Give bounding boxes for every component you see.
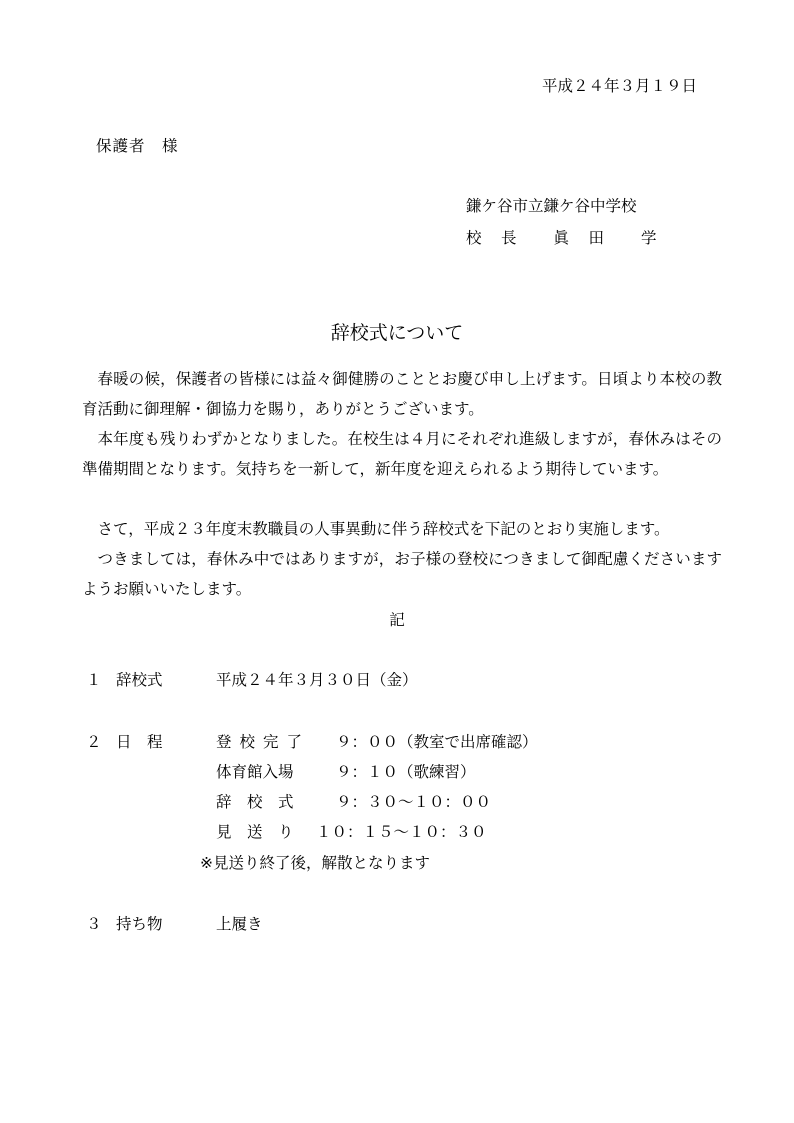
item-label-belongings: 持ち物 [116, 915, 163, 933]
body-paragraph-request: つきましては，春休み中ではありますが，お子様の登校につきまして御配慮くださいますようお願いいたします。 [82, 550, 722, 598]
item-value-ceremony-date: 平成２４年３月３０日（金） [216, 671, 418, 689]
schedule-time: ９：００（教室で出席確認） [336, 733, 538, 751]
item-number: ３ [86, 915, 102, 933]
item-value-belongings: 上履き [216, 915, 263, 933]
document-title: 辞校式について [330, 322, 464, 344]
schedule-event: 体育館入場 [216, 763, 294, 781]
schedule-event: 登校完了 [216, 733, 311, 751]
item-label-schedule: 日 程 [116, 733, 163, 751]
body-paragraph-year-end: 本年度も残りわずかとなりました。在校生は４月にそれぞれ進級しますが，春休みはその準備期間となります。気持ちを一新して，新年度を迎えられるよう期待しています。 [82, 430, 722, 478]
item-number: ２ [86, 733, 102, 751]
schedule-event: 見 送 り [216, 823, 294, 841]
sender-school: 鎌ケ谷市立鎌ケ谷中学校 [466, 197, 637, 215]
schedule-time: ９：３０～１０：００ [336, 793, 492, 811]
recipient: 保護者 様 [96, 137, 179, 155]
schedule-event: 辞 校 式 [216, 793, 294, 811]
body-paragraph-announcement: さて，平成２３年度末教職員の人事異動に伴う辞校式を下記のとおり実施します。 [97, 520, 670, 538]
item-label-ceremony: 辞校式 [116, 671, 163, 689]
sender-principal: 校 長 眞 田 学 [466, 229, 659, 247]
ki-heading: 記 [389, 611, 405, 629]
schedule-note: ※見送り終了後，解散となります [200, 854, 430, 872]
body-paragraph-greeting: 春暖の候，保護者の皆様には益々御健勝のこととお慶び申し上げます。日頃より本校の教育活動に御理解・御協力を賜り，ありがとうございます。 [82, 370, 722, 418]
document-date: 平成２４年３月１９日 [541, 77, 697, 95]
item-number: １ [86, 671, 102, 689]
schedule-time: １０：１５～１０：３０ [316, 823, 487, 841]
schedule-time: ９：１０（歌練習） [336, 763, 476, 781]
